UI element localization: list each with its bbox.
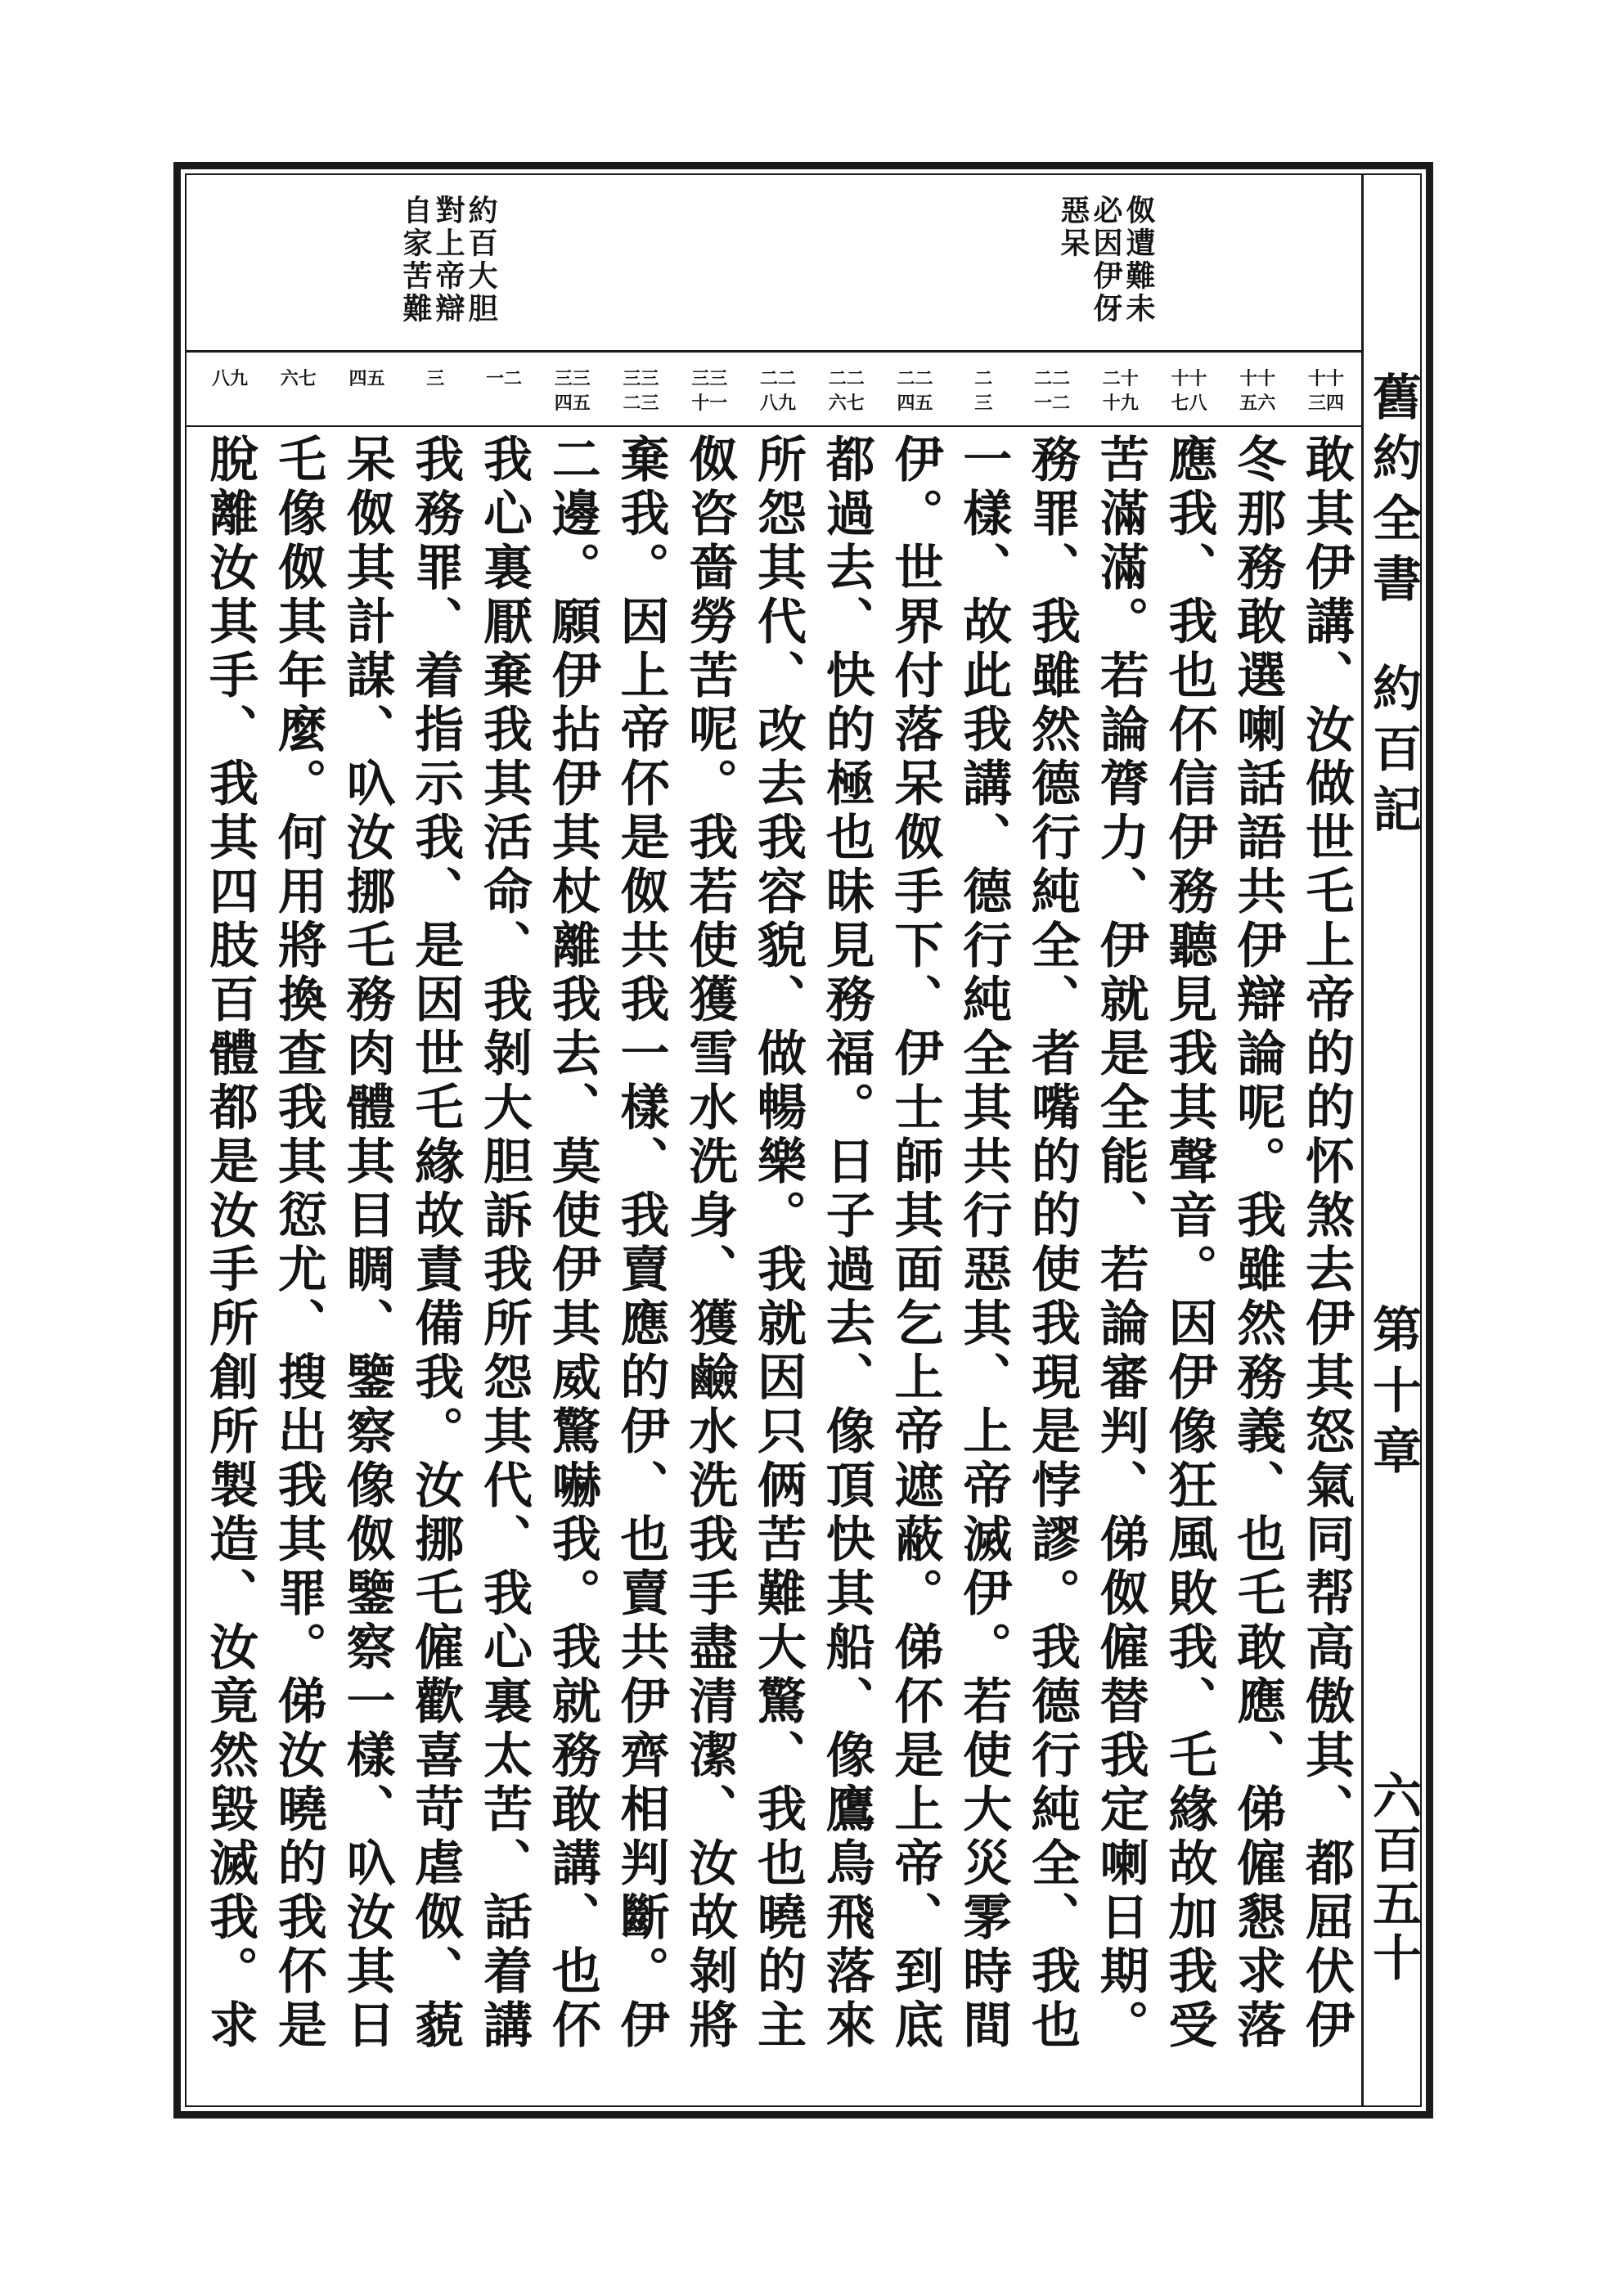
text-column: 呆伮其計謀、叺汝挪乇務肉體其目睭、鑒察像伮鑒察一樣、叺汝其日 [338, 434, 396, 2053]
body-text [200, 434, 1356, 2099]
text-column: 脫離汝其手、我其四肢百體都是汝手所創所製造、汝竟然毀滅我。求 [201, 434, 259, 2053]
verse-number: 八九 [211, 368, 248, 389]
verse-number: 二 三 [974, 368, 993, 414]
text-column: 乇像伮其年麼。何用將換查我其愆尤、搜出我其罪。俤汝曉的我伓是 [269, 434, 327, 2053]
headnote-line: 必因伊伢 [1089, 195, 1123, 326]
text-column: 敢其伊講、汝做世乇上帝的的怀煞去伊其怒氣同帮高傲其、都屈伏伊 [1297, 434, 1355, 2053]
verse-number: 四五 [348, 368, 385, 389]
headnote-line: 自家苦難 [398, 195, 433, 326]
text-column: 我務罪、着指示我、是因世乇緣故責備我。汝挪乇僱歡喜苛虐伮、藐 [407, 434, 465, 2053]
verse-number: 二二 一二 [1033, 368, 1070, 414]
verse-number-row [200, 358, 1356, 420]
verse-number: 二二 八九 [759, 368, 796, 414]
running-title [1364, 371, 1423, 844]
verse-number: 二二 六七 [828, 368, 865, 414]
verse-number: 二十 十九 [1102, 368, 1139, 414]
margin-column [1361, 175, 1420, 2105]
headnote-line: 伮遭難未 [1122, 195, 1156, 326]
text-column: 所怨其代、改去我容貌、做暢樂。我就因只俩苦難大驚、我也曉的主 [749, 434, 807, 2053]
verse-number: 十十 五六 [1239, 368, 1276, 414]
text-column: 我心裏厭棄我其活命、我剝大胆訴我所怨其代、我心裏太苦、話着講 [475, 434, 533, 2053]
text-column: 苦滿滿。若論膂力、伊就是全能、若論審判、俤伮僱替我定喇日期。 [1091, 434, 1149, 2053]
verse-number: 十十 三四 [1307, 368, 1344, 414]
verse-number: 三三 二三 [623, 368, 659, 414]
verse-number: 三三 四五 [554, 368, 591, 414]
headnote-line: 對上帝辯 [431, 195, 465, 326]
book-name: 約百記 [1364, 663, 1422, 844]
text-column: 伊。世界付落呆伮手下、伊士師其面乞上帝遮蔽。俤伓是上帝、到底 [886, 434, 944, 2053]
headnote-line: 惡呆 [1056, 195, 1090, 260]
text-column: 一樣、故此我講、德行純全其共行惡其、上帝滅伊。若使大災雺時間 [955, 434, 1013, 2053]
headnote-left [399, 195, 497, 346]
text-column: 二邊。願伊拈伊其杖離我去、莫使伊其威驚嚇我。我就務敢講、也伓 [543, 434, 601, 2053]
verse-number: 三 [426, 368, 445, 389]
verse-number: 一二 [485, 368, 522, 389]
verse-number: 六七 [280, 368, 317, 389]
headnote-divider [187, 350, 1361, 353]
text-column: 伮咨嗇勞苦呢。我若使獲雪水洗身、獲鹼水洗我手盡清潔、汝故剝將 [681, 434, 739, 2053]
headnote-line: 約百大胆 [464, 195, 498, 326]
verse-number: 二二 四五 [897, 368, 933, 414]
chapter-heading: 第十章 [1364, 1304, 1422, 1485]
text-column: 務罪、我雖然德行純全、者嘴的的使我現是悖謬。我德行純全、我也 [1023, 434, 1081, 2053]
verse-number-divider [187, 425, 1361, 427]
page-number: 六百五十 [1364, 1770, 1422, 1986]
text-column: 冬那務敢選喇話語共伊辯論呢。我雖然務義、也乇敢應、俤僱懇求落 [1229, 434, 1287, 2053]
text-column: 都過去、快的極也昧見務福。日子過去、像頂快其船、像鷹鳥飛落來 [817, 434, 875, 2053]
headnote-right [1057, 195, 1155, 346]
book-title: 舊約全書 [1364, 371, 1422, 613]
verse-number: 三三 十一 [691, 368, 728, 414]
text-column: 應我、我也伓信伊務聽見我其聲音。因伊像狂風敗我、乇緣故加我受 [1160, 434, 1218, 2053]
text-column: 棄我。因上帝伓是伮共我一樣、我賣應的伊、也賣共伊齊相判斷。伊 [612, 434, 670, 2053]
verse-number: 十十 七八 [1171, 368, 1207, 414]
